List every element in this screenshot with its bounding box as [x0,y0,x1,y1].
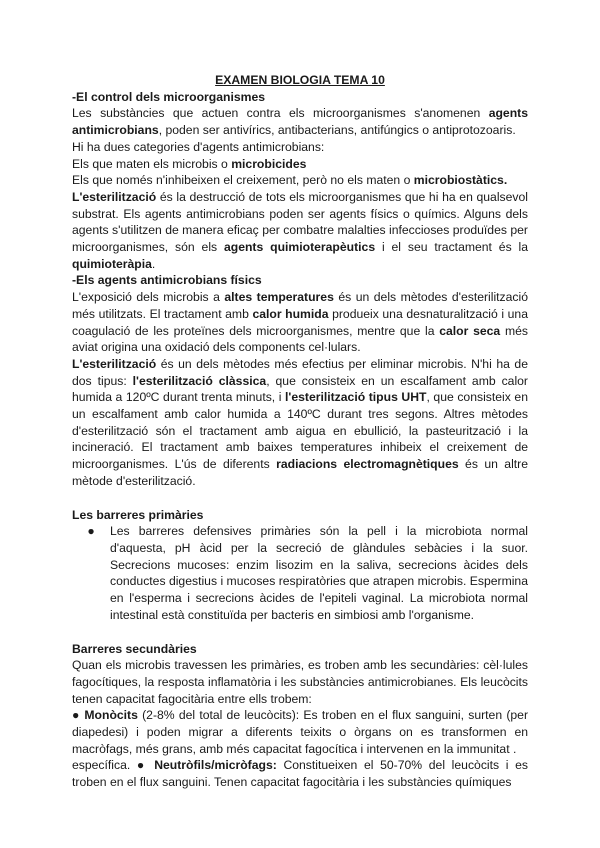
section-microorganism-control [72,89,528,273]
paragraph: Quan els microbis travessen les primàries, es troben amb les secundàries: cèl·lules fagocítiques, la resposta inflamatòria i les substàncies antimicrobianes. Els leucòcits tenen capacitat fagocitària entre ells trobem: [72,658,528,706]
paragraph [72,707,528,757]
bold-term: calor seca [439,323,501,338]
paragraph [72,172,528,189]
paragraph: Hi ha dues categories d'agents antimicrobians: [72,139,325,154]
text-run: Constitueixen el 50-70% del leucòcits i es troben en el flux sanguini. Tenen capacitat fagocitària i les substàncies químiques [72,758,528,790]
text-run: , que consisteix en un escalfament amb calor humida a 140ºC durant tres segons. Altres mètodes d'esterilització són el tractament amb aigua en ebullició, la pasteurització i la incineració. El tractament amb baixes temperatures inhibeix el creixement de microorganismes. L'ús de diferents [72,390,528,472]
text-run: L'exposició dels microbis a [72,290,225,305]
paragraph [72,356,528,490]
section-heading: -El control dels microorganismes [72,89,266,104]
bullet-item [72,523,528,623]
bold-term: L'esterilització [72,189,157,204]
text-run: produeix una desnaturalització i una coagulació de les proteïnes dels microorganismes, mentre que la [72,306,528,338]
bold-term: l'esterilització clàssica [132,373,267,388]
spacer [72,490,528,507]
section-primary-barriers [72,507,528,624]
bullet-text: Les barreres defensives primàries són la pell i la microbiota normal d'aquesta, pH àcid per la secreció de glàndules sebàcies i la suor. Secrecions mucoses: enzim lisozim en la saliva, secrecions àcides dels conductes digestius i mucoses respiratòries que atrapen microbis. Espermina en l'esperma i secrecions àcides de l'epiteli vaginal. La microbiota normal intestinal està constituïda per bacteris en simbiosi amb l'organisme. [110,524,528,622]
bold-term: Monòcits [84,708,138,723]
section-physical-agents [72,272,528,489]
section-heading: Barreres secundàries [72,641,197,656]
text-run: , que consisteix en un escalfament amb calor humida a 120ºC durant trenta minuts, i [72,373,528,405]
text-run: Les substàncies que actuen contra els microorganismes s'anomenen [72,106,489,121]
text-run: més aviat origina una oxidació dels components cel·lulars. [72,323,528,355]
bold-term: agents quimioterapèutics [223,240,376,255]
section-heading: -Els agents antimicrobians físics [72,273,262,288]
text-run: és un dels mètodes d'esterilització més utilitzats. El tractament amb [72,290,529,321]
bold-term: L'esterilització [72,356,157,371]
document-title: EXAMEN BIOLOGIA TEMA 10 [215,73,385,87]
text-run: , poden ser antivírics, antibacterians, antifúngics o antiprotozoaris. [158,123,516,138]
paragraph [72,105,528,138]
bold-term: calor humida [252,306,329,321]
spacer [72,624,528,641]
text-run: Els que només n'inhibeixen el creixement, però no els maten o [72,173,414,188]
bullet-icon: ● [72,708,85,723]
text-run: i el seu tractament és la [375,240,529,255]
bold-term: Neutròfils/micròfags: [154,758,277,773]
bullet-icon: ● [87,524,95,539]
bold-term: microbicides [231,156,307,171]
bold-term: l'esterilització tipus UHT [285,390,427,405]
text-run: Els que maten els microbis o [72,156,232,171]
text-run: (2-8% del total de leucòcits): Es troben en el flux sanguini, surten (per diapedesi) i poden migrar a diferents teixits o òrgans on es transformen en macròfags, més grans, amb més capacitat fagocítica i intervenen en la immunitat . [72,708,528,756]
section-heading: Les barreres primàries [72,507,204,522]
text-run: és la destrucció de tots els microorganismes que hi ha en qualsevol substrat. Els agents antimicrobians poden ser agents físics o químics. Alguns dels agents s'utilitzen de manera eficaç per combatre malalties infeccioses produïdes per microorganismes, són els [72,189,528,255]
bold-term: microbiostàtics. [413,173,508,188]
bold-term: altes temperatures [224,290,334,305]
paragraph [72,289,528,356]
text-run: és un dels mètodes més efectius per eliminar microbis. N'hi ha de dos tipus: [72,356,528,388]
text-run: és un altre mètode d'esterilització. [72,457,528,488]
bold-term: agents antimicrobians [72,106,528,138]
bold-term: quimioteràpia [72,256,152,271]
text-run: específica. ● [72,758,155,773]
paragraph [72,757,528,790]
paragraph [72,156,528,173]
section-secondary-barriers [72,641,528,791]
bold-term: radiacions electromagnètiques [276,457,459,472]
paragraph [72,189,528,273]
text-run: . [151,256,156,271]
